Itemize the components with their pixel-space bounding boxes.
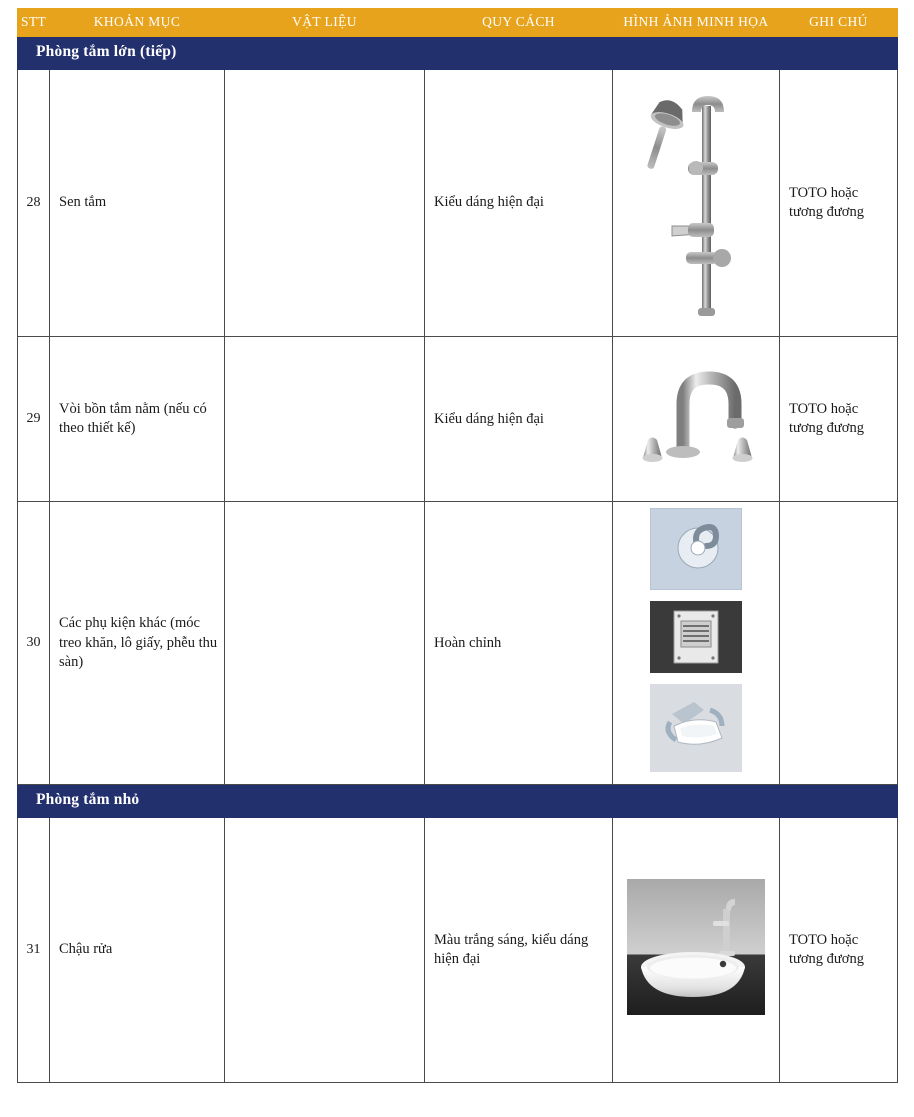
table-row [18, 502, 898, 785]
shower-set-photo [626, 76, 766, 324]
row-material [225, 69, 425, 337]
column-header-material: VẬT LIỆU [225, 9, 425, 37]
row-spec: Hoàn chỉnh [425, 502, 613, 785]
row-spec: Kiểu dáng hiện đại [425, 69, 613, 337]
column-header-image: HÌNH ẢNH MINH HỌA [613, 9, 780, 37]
column-header-note: GHI CHÚ [780, 9, 898, 37]
row-note: TOTO hoặc tương đương [780, 69, 898, 337]
row-image-cell [613, 337, 780, 502]
floor-drain-photo [615, 601, 777, 680]
row-stt: 30 [18, 502, 50, 785]
row-spec: Màu trắng sáng, kiểu dáng hiện đại [425, 818, 613, 1083]
washbasin-photo [627, 879, 765, 1015]
row-item: Chậu rửa [50, 818, 225, 1083]
table-group-row [18, 785, 898, 818]
row-item: Sen tắm [50, 69, 225, 337]
table-row [18, 337, 898, 502]
group-label: Phòng tắm nhỏ [18, 785, 898, 818]
table-header-row [18, 9, 898, 37]
table-row [18, 818, 898, 1083]
row-stt: 28 [18, 69, 50, 337]
row-image-cell [613, 818, 780, 1083]
row-material [225, 502, 425, 785]
toilet-paper-holder-photo [615, 684, 777, 779]
row-stt: 31 [18, 818, 50, 1083]
row-note: TOTO hoặc tương đương [780, 818, 898, 1083]
row-item: Vòi bồn tắm nằm (nếu có theo thiết kế) [50, 337, 225, 502]
specification-table [17, 8, 898, 1083]
column-header-item: KHOẢN MỤC [50, 9, 225, 37]
group-label: Phòng tắm lớn (tiếp) [18, 37, 898, 70]
row-material [225, 337, 425, 502]
document-page [0, 8, 914, 1117]
column-header-stt: STT [18, 9, 50, 37]
row-image-cell [613, 69, 780, 337]
row-stt: 29 [18, 337, 50, 502]
row-spec: Kiểu dáng hiện đại [425, 337, 613, 502]
table-row [18, 69, 898, 337]
towel-hook-photo [615, 508, 777, 597]
row-image-cell [613, 502, 780, 785]
column-header-spec: QUY CÁCH [425, 9, 613, 37]
accessories-photos [615, 508, 777, 778]
row-item: Các phụ kiện khác (móc treo khăn, lô giấy, phễu thu sàn) [50, 502, 225, 785]
row-note [780, 502, 898, 785]
table-group-row [18, 37, 898, 70]
row-note: TOTO hoặc tương đương [780, 337, 898, 502]
table-body [18, 37, 898, 1083]
bathtub-faucet-photo [621, 346, 771, 486]
row-material [225, 818, 425, 1083]
table-header [18, 9, 898, 37]
